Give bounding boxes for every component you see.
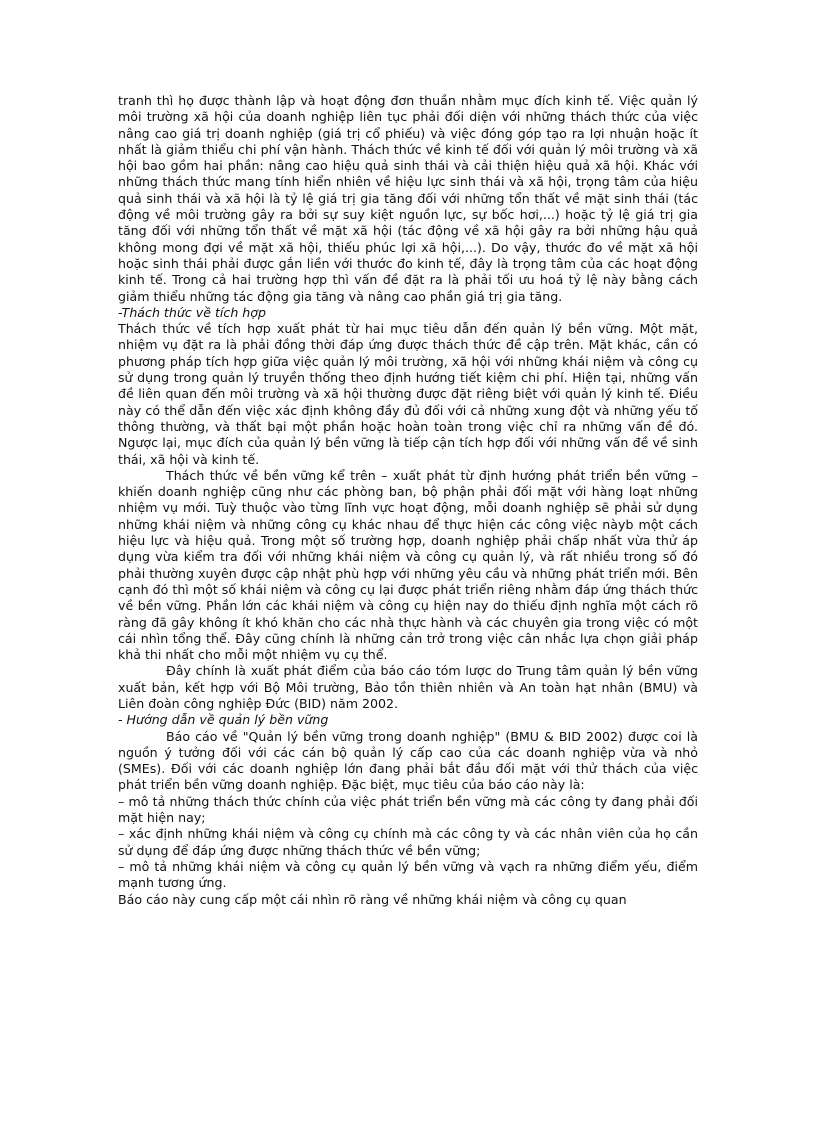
paragraph-report-overview: Báo cáo này cung cấp một cái nhìn rõ ràng về những khái niệm và công cụ quan xyxy=(118,891,627,907)
paragraph-integration-challenge: Thách thức về tích hợp xuất phát từ hai mục tiêu dẫn đến quản lý bền vững. Một mặt, nhiệm vụ đặt ra là phải đồng thời đáp ứng được thách thức đề cập trên. Mặt khác, cần có phương pháp tích hợp giữa việc quản lý môi trường, xã hội với những khái niệm và công cụ sử dụng trong quản lý truyền thống theo định hướng tiết kiệm chi phí. Hiện tại, những vấn đề liên quan đến môi trường và xã hội thường được đặt riêng biệt với quản lý kinh tế. Điều này có thể dẫn đến việc xác định không đầy đủ đối với cả những xung đột và những yếu tố thông thường, và thất bại một phần hoặc hoàn toàn trong việc chỉ ra những vấn đề đó. Ngược lại, mục đích của quản lý bền vững là tiếp cận tích hợp đối với những vấn đề về sinh thái, xã hội và kinh tế. xyxy=(118,321,698,467)
paragraph-report-origin: Đây chính là xuất phát điểm của báo cáo tóm lược do Trung tâm quản lý bền vững xuất bản, kết hợp với Bộ Môi trường, Bảo tồn thiên nhiên và An toàn hạt nhân (BMU) và Liên đoàn công nghiệp Đức (BID) năm 2002. xyxy=(118,663,698,711)
list-item-describe-challenges: – mô tả những thách thức chính của việc phát triển bền vững mà các công ty đang phải đối mặt hiện nay; xyxy=(118,793,698,826)
heading-integration-challenge: -Thách thức về tích hợp xyxy=(118,304,266,320)
paragraph-report-purpose: Báo cáo về "Quản lý bền vững trong doanh nghiệp" (BMU & BID 2002) được coi là nguồn ý tưởng đối với các cán bộ quản lý cấp cao của các doanh nghiệp vừa và nhỏ (SMEs). Đối với các doanh nghiệp lớn đang phải bắt đầu đối mặt với thử thách của việc phát triển bền vững doanh nghiệp. Đặc biệt, mục tiêu của báo cáo này là: xyxy=(118,728,698,793)
heading-sustainability-guide: - Hướng dẫn về quản lý bền vững xyxy=(118,712,329,728)
paragraph-economic-challenge: tranh thì họ được thành lập và hoạt động đơn thuần nhằm mục đích kinh tế. Việc quản lý môi trường xã hội của doanh nghiệp liên tục phải đối diện với những thách thức của việc nâng cao giá trị doanh nghiệp (giá trị cổ phiếu) và việc đóng góp tạo ra lợi nhuận hoặc ít nhất là giảm thiểu chi phí vận hành. Thách thức về kinh tế đối với quản lý môi trường và xã hội bao gồm hai phần: nâng cao hiệu quả sinh thái và cải thiện hiệu quả xã hội. Khác với những thách thức mang tính hiển nhiên về hiệu lực sinh thái và xã hội, trọng tâm của hiệu quả sinh thái và xã hội là tỷ lệ giá trị gia tăng đối với những tổn thất về mặt sinh thái (tác động về môi trường gây ra bởi sự suy kiệt nguồn lực, sự bốc hơi,...) hoặc tỷ lệ giá trị gia tăng đối với những tổn thất về mặt xã hội (tác động về xã hội gây ra bởi những hậu quả không mong đợi về mặt xã hội, thiếu phúc lợi xã hội,...). Do vậy, thước đo về mặt xã hội hoặc sinh thái phải được gắn liền với thước đo kinh tế, đây là trọng tâm của các hoạt động kinh tế. Trong cả hai trường hợp thì vấn đề đặt ra là phải tối ưu hoá tỷ lệ này bằng cách giảm thiểu những tác động gia tăng và nâng cao phần giá trị gia tăng. xyxy=(118,93,698,304)
list-item-identify-concepts: – xác định những khái niệm và công cụ chính mà các công ty và các nhân viên của họ cần sử dụng để đáp ứng được những thách thức về bền vững; xyxy=(118,826,698,858)
paragraph-sustainability-challenge: Thách thức về bền vững kể trên – xuất phát từ định hướng phát triển bền vững – khiến doanh nghiệp cũng như các phòng ban, bộ phận phải đối mặt với hàng loạt những nhiệm vụ mới. Tuỳ thuộc vào từng lĩnh vực hoạt động, mỗi doanh nghiệp sẽ phải sử dụng những khái niệm và những công cụ khác nhau để thực hiện các công việc nàyb một cách hiệu lực và hiệu quả. Trong một số trường hợp, doanh nghiệp phải chấp nhất vừa thử áp dụng vừa kiểm tra đối với những khái niệm và công cụ quản lý, và rất nhiều trong số đó phải thường xuyên được cập nhật phù hợp với những yêu cầu và những phát triển mới. Bên cạnh đó thì một số khái niệm và công cụ lại được phát triển riêng nhằm đáp ứng thách thức về bền vững. Phần lớn các khái niệm và công cụ hiện nay do thiếu định nghĩa một cách rõ ràng đã gây không ít khó khăn cho các nhà thực hành và các chuyên gia trong việc có một cái nhìn tổng thể. Đây cũng chính là những cản trở trong việc cân nhắc lựa chọn giải pháp khả thi nhất cho mỗi một nhiệm vụ cụ thể. xyxy=(118,467,698,663)
document-body xyxy=(118,93,698,908)
list-item-describe-tools: – mô tả những khái niệm và công cụ quản lý bền vững và vạch ra những điểm yếu, điểm mạnh tương ứng. xyxy=(118,858,698,891)
